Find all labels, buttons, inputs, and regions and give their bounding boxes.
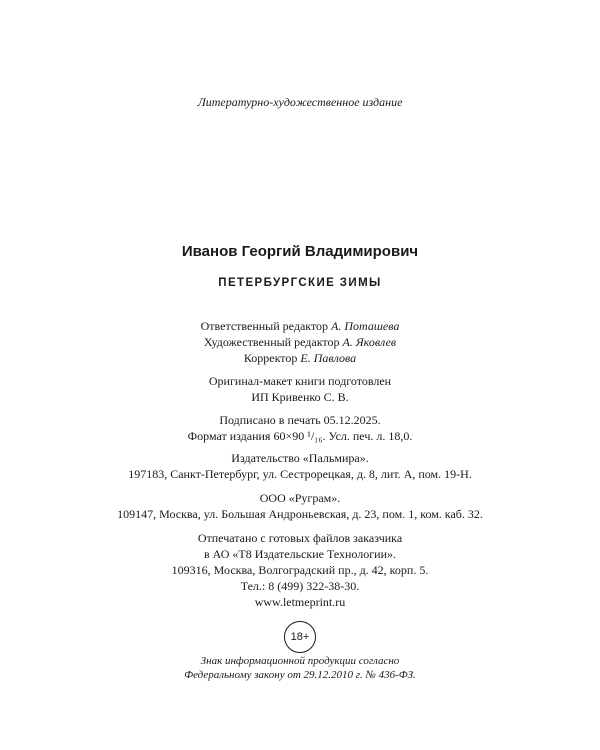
proofreader-name: Е. Павлова <box>300 351 357 365</box>
printer-website: www.letmeprint.ru <box>254 595 346 609</box>
format-line: Формат издания 60×90 ¹/₁₆. Усл. печ. л. 18,0. <box>187 429 413 443</box>
art-editor-line <box>0 334 600 350</box>
distributor-block <box>0 490 600 522</box>
editor-name: А. Поташева <box>331 319 400 333</box>
notice-line-2: Федеральному закону от 29.12.2010 г. № 436-ФЗ. <box>184 669 416 681</box>
printer-phone: Тел.: 8 (499) 322-38-30. <box>240 579 360 593</box>
printer-line-1: Отпечатано с готовых файлов заказчика <box>197 531 403 545</box>
editor-role: Ответственный редактор <box>200 319 332 333</box>
age-rating-label: 18+ <box>290 631 310 643</box>
printer-line-2: в АО «Т8 Издательские Технологии». <box>203 547 397 561</box>
age-rating-badge <box>284 621 316 653</box>
editor-line <box>0 318 600 334</box>
book-title: ПЕТЕРБУРГСКИЕ ЗИМЫ <box>218 277 382 289</box>
notice-line-1: Знак информационной продукции согласно <box>200 655 400 667</box>
print-details-block <box>0 412 600 444</box>
credits-block <box>0 318 600 366</box>
layout-line-2: ИП Кривенко С. В. <box>251 390 349 404</box>
printer-block <box>0 530 600 610</box>
publisher-block <box>0 450 600 482</box>
signed-line: Подписано в печать 05.12.2025. <box>219 413 381 427</box>
genre-line: Литературно-художественное издание <box>197 95 403 109</box>
distributor-address: 109147, Москва, ул. Большая Андроньевская, д. 23, пом. 1, ком. каб. 32. <box>117 507 483 521</box>
publisher-name: Издательство «Пальмира». <box>231 451 369 465</box>
proofreader-role: Корректор <box>243 351 301 365</box>
publisher-address: 197183, Санкт-Петербург, ул. Сестрорецкая, д. 8, лит. А, пом. 19-Н. <box>128 467 472 481</box>
author-name: Иванов Георгий Владимирович <box>181 243 419 260</box>
art-editor-role: Художественный редактор <box>203 335 343 349</box>
layout-line-1: Оригинал-макет книги подготовлен <box>208 374 392 388</box>
layout-block <box>0 373 600 405</box>
printer-address: 109316, Москва, Волгоградский пр., д. 42, корп. 5. <box>171 563 429 577</box>
art-editor-name: А. Яковлев <box>342 335 397 349</box>
info-product-notice <box>0 654 600 682</box>
distributor-name: ООО «Руграм». <box>259 491 341 505</box>
proofreader-line <box>0 350 600 366</box>
